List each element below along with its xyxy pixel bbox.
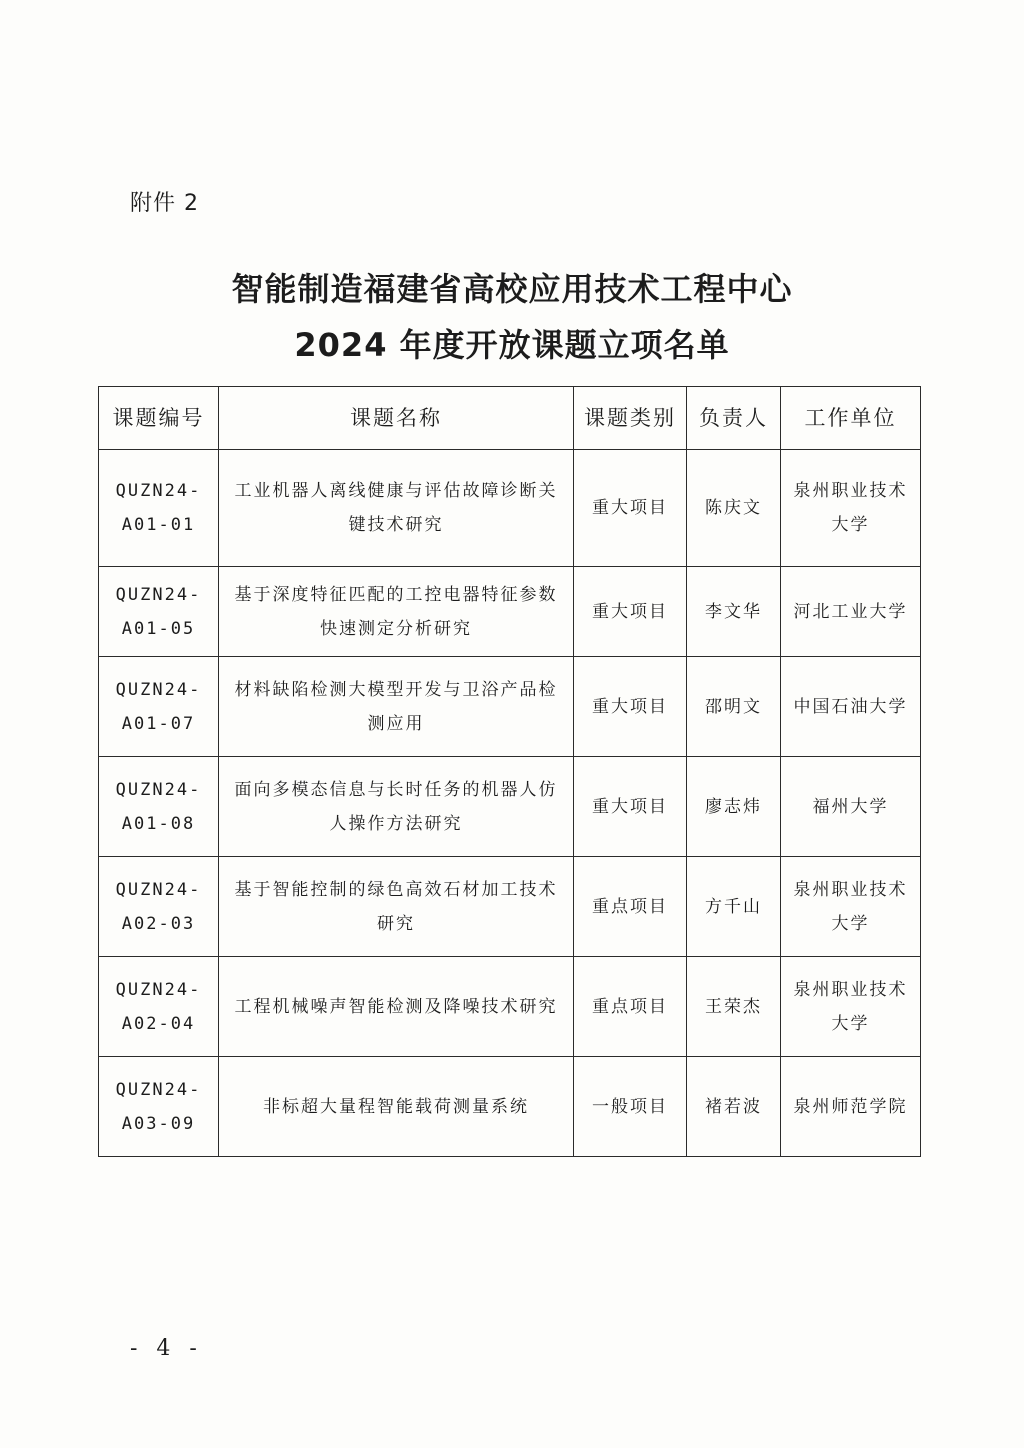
cell-code: QUZN24-A02-04 — [99, 957, 219, 1057]
cell-code: QUZN24-A02-03 — [99, 857, 219, 957]
cell-category: 重大项目 — [574, 567, 687, 657]
cell-unit: 泉州师范学院 — [781, 1057, 921, 1157]
cell-leader: 邵明文 — [687, 657, 781, 757]
project-list-table — [98, 386, 921, 1157]
attachment-label: 附件 2 — [130, 191, 199, 216]
cell-unit: 中国石油大学 — [781, 657, 921, 757]
cell-name: 非标超大量程智能载荷测量系统 — [219, 1057, 574, 1157]
cell-name: 面向多模态信息与长时任务的机器人仿人操作方法研究 — [219, 757, 574, 857]
cell-leader: 褚若波 — [687, 1057, 781, 1157]
page-number: - 4 - — [130, 1336, 203, 1361]
cell-code: QUZN24-A03-09 — [99, 1057, 219, 1157]
cell-category: 一般项目 — [574, 1057, 687, 1157]
cell-code: QUZN24-A01-01 — [99, 450, 219, 567]
cell-unit: 泉州职业技术大学 — [781, 957, 921, 1057]
document-title-line-1: 智能制造福建省高校应用技术工程中心 — [231, 270, 793, 308]
document-title-line-2: 2024 年度开放课题立项名单 — [294, 326, 730, 364]
cell-code: QUZN24-A01-05 — [99, 567, 219, 657]
cell-name: 工业机器人离线健康与评估故障诊断关键技术研究 — [219, 450, 574, 567]
cell-category: 重大项目 — [574, 757, 687, 857]
table-row — [99, 757, 921, 857]
cell-leader: 廖志炜 — [687, 757, 781, 857]
cell-category: 重大项目 — [574, 657, 687, 757]
cell-unit: 泉州职业技术大学 — [781, 857, 921, 957]
cell-category: 重点项目 — [574, 857, 687, 957]
cell-leader: 李文华 — [687, 567, 781, 657]
table-row — [99, 1057, 921, 1157]
cell-name: 工程机械噪声智能检测及降噪技术研究 — [219, 957, 574, 1057]
header-leader: 负责人 — [687, 387, 781, 450]
cell-code: QUZN24-A01-07 — [99, 657, 219, 757]
cell-name: 材料缺陷检测大模型开发与卫浴产品检测应用 — [219, 657, 574, 757]
table-row — [99, 657, 921, 757]
cell-code: QUZN24-A01-08 — [99, 757, 219, 857]
cell-unit: 泉州职业技术大学 — [781, 450, 921, 567]
table-row — [99, 567, 921, 657]
cell-unit: 河北工业大学 — [781, 567, 921, 657]
header-unit: 工作单位 — [781, 387, 921, 450]
cell-leader: 陈庆文 — [687, 450, 781, 567]
cell-name: 基于智能控制的绿色高效石材加工技术研究 — [219, 857, 574, 957]
table-row — [99, 957, 921, 1057]
cell-category: 重大项目 — [574, 450, 687, 567]
table-header-row — [99, 387, 921, 450]
table-row — [99, 857, 921, 957]
cell-leader: 方千山 — [687, 857, 781, 957]
header-code: 课题编号 — [99, 387, 219, 450]
header-category: 课题类别 — [574, 387, 687, 450]
cell-category: 重点项目 — [574, 957, 687, 1057]
cell-unit: 福州大学 — [781, 757, 921, 857]
cell-name: 基于深度特征匹配的工控电器特征参数快速测定分析研究 — [219, 567, 574, 657]
cell-leader: 王荣杰 — [687, 957, 781, 1057]
header-name: 课题名称 — [219, 387, 574, 450]
table-row — [99, 450, 921, 567]
